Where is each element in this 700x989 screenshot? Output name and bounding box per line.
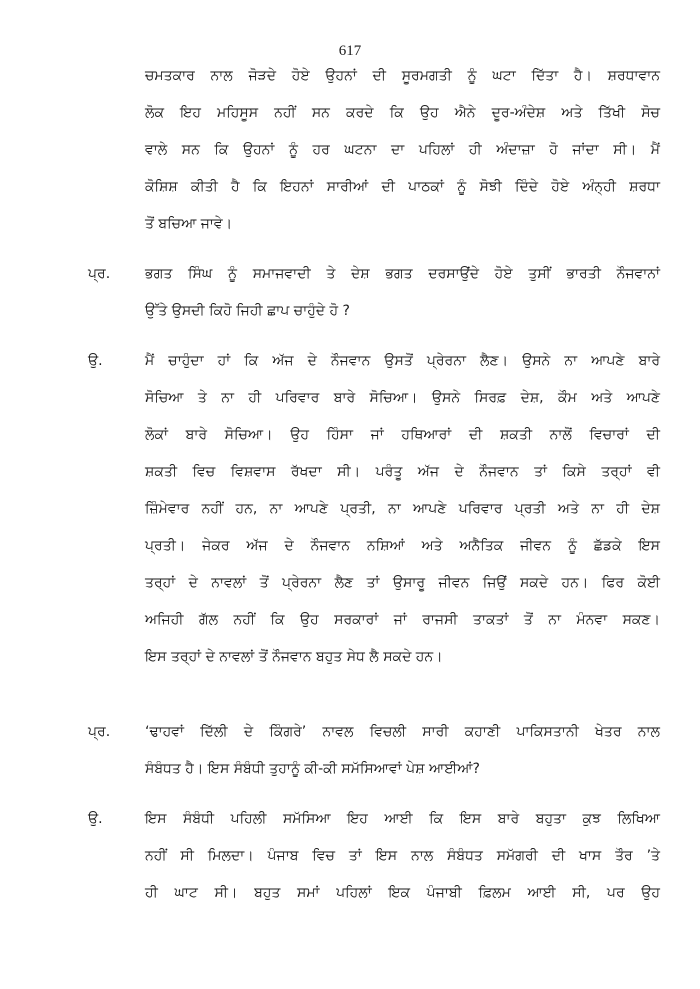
- text-line: ਅਜਿਹੀ ਗੱਲ ਨਹੀਂ ਕਿ ਉਹ ਸਰਕਾਰਾਂ ਜਾਂ ਰਾਜਸੀ ਤਾਕਤਾਂ ਤੋਂ ਨਾ ਮੰਨਵਾ ਸਕਣ।: [145, 612, 660, 628]
- text-line: ਚਮਤਕਾਰ ਨਾਲ ਜੋੜਦੇ ਹੋਏ ਉਹਨਾਂ ਦੀ ਸੂਰਮਗਤੀ ਨੂੰ ਘਟਾ ਦਿੱਤਾ ਹੈ। ਸ਼ਰਧਾਵਾਨ: [145, 68, 660, 84]
- text-line: ਤੋਂ ਬਚਿਆ ਜਾਵੇ।: [145, 216, 233, 232]
- text-line: ਇਸ ਸੰਬੰਧੀ ਪਹਿਲੀ ਸਮੱਸਿਆ ਇਹ ਆਈ ਕਿ ਇਸ ਬਾਰੇ ਬਹੁਤਾ ਕੁਝ ਲਿਖਿਆ: [145, 811, 660, 827]
- text-line: ਮੈਂ ਚਾਹੁੰਦਾ ਹਾਂ ਕਿ ਅੱਜ ਦੇ ਨੌਜਵਾਨ ਉਸਤੋਂ ਪ੍ਰੇਰਨਾ ਲੈਣ। ਉਸਨੇ ਨਾ ਆਪਣੇ ਬਾਰੇ: [145, 353, 660, 369]
- text-line: ਨਹੀਂ ਸੀ ਮਿਲਦਾ। ਪੰਜਾਬ ਵਿਚ ਤਾਂ ਇਸ ਨਾਲ ਸੰਬੰਧਤ ਸਮੱਗਰੀ ਦੀ ਖਾਸ ਤੌਰ ’ਤੇ: [145, 848, 660, 864]
- text-line: ਸੋਚਿਆ ਤੇ ਨਾ ਹੀ ਪਰਿਵਾਰ ਬਾਰੇ ਸੋਚਿਆ। ਉਸਨੇ ਸਿਰਫ਼ ਦੇਸ਼, ਕੌਮ ਅਤੇ ਆਪਣੇ: [145, 390, 660, 406]
- text-line: ਵਾਲੇ ਸਨ ਕਿ ਉਹਨਾਂ ਨੂੰ ਹਰ ਘਟਨਾ ਦਾ ਪਹਿਲਾਂ ਹੀ ਅੰਦਾਜ਼ਾ ਹੋ ਜਾਂਦਾ ਸੀ। ਮੈਂ: [145, 142, 660, 158]
- text-line: ਇਸ ਤਰ੍ਹਾਂ ਦੇ ਨਾਵਲਾਂ ਤੋਂ ਨੌਜਵਾਨ ਬਹੁਤ ਸੇਧ ਲੈ ਸਕਦੇ ਹਨ।: [145, 649, 443, 665]
- text-line: ਉੱਤੇ ਉਸਦੀ ਕਿਹੋ ਜਿਹੀ ਛਾਪ ਚਾਹੁੰਦੇ ਹੋ ?: [145, 303, 350, 319]
- text-line: ਸ਼ਕਤੀ ਵਿਚ ਵਿਸ਼ਵਾਸ ਰੱਖਦਾ ਸੀ। ਪਰੰਤੂ ਅੱਜ ਦੇ ਨੌਜਵਾਨ ਤਾਂ ਕਿਸੇ ਤਰ੍ਹਾਂ ਵੀ: [145, 464, 660, 480]
- question-marker: ਪ੍ਰ.: [88, 266, 111, 282]
- text-line: ਲੋਕਾਂ ਬਾਰੇ ਸੋਚਿਆ। ਉਹ ਹਿੰਸਾ ਜਾਂ ਹਥਿਆਰਾਂ ਦੀ ਸ਼ਕਤੀ ਨਾਲੋਂ ਵਿਚਾਰਾਂ ਦੀ: [145, 427, 660, 443]
- text-line: ਜ਼ਿੰਮੇਵਾਰ ਨਹੀਂ ਹਨ, ਨਾ ਆਪਣੇ ਪ੍ਰਤੀ, ਨਾ ਆਪਣੇ ਪਰਿਵਾਰ ਪ੍ਰਤੀ ਅਤੇ ਨਾ ਹੀ ਦੇਸ਼: [145, 501, 660, 517]
- answer-marker: ਉ.: [88, 811, 103, 827]
- page-number: 617: [338, 43, 362, 59]
- answer-marker: ਉ.: [88, 353, 103, 369]
- text-line: ‘ਢਾਹਵਾਂ ਦਿੱਲੀ ਦੇ ਕਿੰਗਰੇ’ ਨਾਵਲ ਵਿਚਲੀ ਸਾਰੀ ਕਹਾਣੀ ਪਾਕਿਸਤਾਨੀ ਖੇਤਰ ਨਾਲ: [145, 724, 660, 740]
- text-line: ਤਰ੍ਹਾਂ ਦੇ ਨਾਵਲਾਂ ਤੋਂ ਪ੍ਰੇਰਨਾ ਲੈਣ ਤਾਂ ਉਸਾਰੂ ਜੀਵਨ ਜਿਉਂ ਸਕਦੇ ਹਨ। ਫਿਰ ਕੋਈ: [145, 575, 660, 591]
- text-line: ਲੋਕ ਇਹ ਮਹਿਸੂਸ ਨਹੀਂ ਸਨ ਕਰਦੇ ਕਿ ਉਹ ਐਨੇ ਦੂਰ-ਅੰਦੇਸ਼ ਅਤੇ ਤਿੱਖੀ ਸੋਚ: [145, 105, 660, 121]
- text-line: ਭਗਤ ਸਿੰਘ ਨੂੰ ਸਮਾਜਵਾਦੀ ਤੇ ਦੇਸ਼ ਭਗਤ ਦਰਸਾਉਂਦੇ ਹੋਏ ਤੁਸੀਂ ਭਾਰਤੀ ਨੌਜਵਾਨਾਂ: [145, 266, 660, 282]
- text-line: ਕੋਸ਼ਿਸ਼ ਕੀਤੀ ਹੈ ਕਿ ਇਹਨਾਂ ਸਾਰੀਆਂ ਦੀ ਪਾਠਕਾਂ ਨੂੰ ਸੋਝੀ ਦਿੰਦੇ ਹੋਏ ਅੰਨ੍ਹੀ ਸ਼ਰਧਾ: [145, 179, 660, 195]
- text-line: ਹੀ ਘਾਟ ਸੀ। ਬਹੁਤ ਸਮਾਂ ਪਹਿਲਾਂ ਇਕ ਪੰਜਾਬੀ ਫ਼ਿਲਮ ਆਈ ਸੀ, ਪਰ ਉਹ: [145, 885, 660, 901]
- text-line: ਸੰਬੰਧਤ ਹੈ। ਇਸ ਸੰਬੰਧੀ ਤੁਹਾਨੂੰ ਕੀ-ਕੀ ਸਮੱਸਿਆਵਾਂ ਪੇਸ਼ ਆਈਆਂ?: [145, 761, 480, 777]
- question-marker: ਪ੍ਰ.: [88, 724, 111, 740]
- text-line: ਪ੍ਰਤੀ। ਜੇਕਰ ਅੱਜ ਦੇ ਨੌਜਵਾਨ ਨਸ਼ਿਆਂ ਅਤੇ ਅਨੈਤਿਕ ਜੀਵਨ ਨੂੰ ਛੱਡਕੇ ਇਸ: [145, 538, 660, 554]
